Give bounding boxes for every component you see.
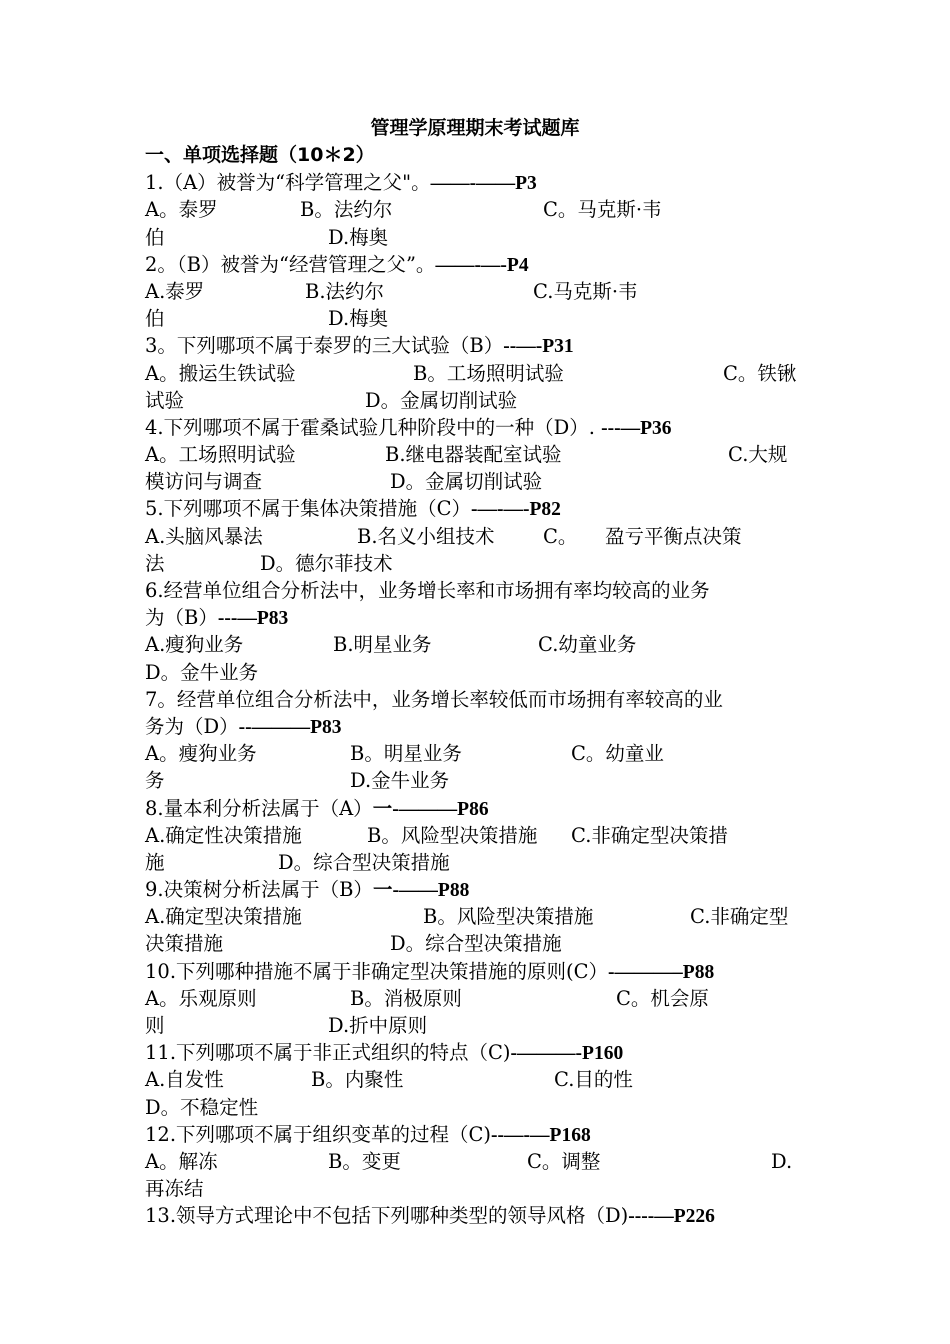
page-reference: 一-——P88: [372, 880, 470, 902]
question-7-options-cont: [145, 767, 810, 794]
question-7-stem-cont: [145, 713, 810, 740]
question-stem: 3。下列哪项不属于泰罗的三大试验（B）: [145, 334, 504, 358]
question-9-options-cont: [145, 930, 810, 957]
page-reference: -—-—-P82: [471, 499, 561, 521]
question-stem-cont: 为（B）: [145, 606, 218, 630]
option-b: B.名义小组技术: [357, 524, 495, 548]
option-d: 再冻结: [145, 1177, 204, 1201]
question-13: [145, 1202, 810, 1229]
option-c-text: 盈亏平衡点决策: [605, 524, 742, 548]
option-b: B。内聚性: [311, 1068, 404, 1092]
option-d: D.梅奥: [328, 225, 389, 249]
option-d: D。金属切削试验: [365, 388, 518, 412]
option-d: D。德尔菲技术: [260, 551, 393, 575]
question-11-options-cont: [145, 1094, 810, 1121]
page-reference: ---—P83: [217, 608, 289, 630]
option-d: D。不稳定性: [145, 1095, 259, 1119]
question-7-options: [145, 740, 810, 767]
question-stem: 4.下列哪项不属于霍桑试验几种阶段中的一种（D）.: [145, 415, 602, 439]
question-11-options: [145, 1066, 810, 1093]
question-1-options-cont: [145, 224, 810, 251]
question-stem: 7。经营单位组合分析法中，业务增长率较低而市场拥有率较高的业: [145, 687, 723, 711]
page-reference: --—-P31: [503, 336, 574, 358]
option-c: C.幼童业务: [538, 633, 637, 657]
question-7: [145, 686, 810, 713]
option-a: A。工场照明试验: [145, 443, 296, 467]
page-reference: ——-——P3: [430, 173, 537, 195]
option-d: D。金牛业务: [145, 660, 259, 684]
question-12-options-cont: [145, 1175, 810, 1202]
option-d: D。综合型决策措施: [278, 850, 450, 874]
question-2-options-cont: [145, 305, 810, 332]
question-8-options: [145, 822, 810, 849]
option-b: B。消极原则: [350, 986, 462, 1010]
question-5-options: [145, 523, 810, 550]
option-c: C.非确定型决策措: [571, 823, 728, 847]
question-6-stem-cont: [145, 604, 810, 631]
question-stem-cont: 务为（D）: [145, 714, 239, 738]
question-list: [145, 142, 810, 1230]
question-12-options: [145, 1148, 810, 1175]
option-d: D。金属切削试验: [390, 470, 543, 494]
option-a: A.头脑风暴法: [145, 524, 263, 548]
question-4: [145, 414, 810, 441]
option-b: B。明星业务: [350, 742, 462, 766]
question-2-options: [145, 278, 810, 305]
option-c: C.马克斯·韦: [533, 279, 638, 303]
question-3-options-cont: [145, 387, 810, 414]
question-4-options-cont: [145, 468, 810, 495]
page-reference: --———P83: [238, 716, 342, 738]
option-b: B.明星业务: [333, 633, 432, 657]
question-stem: 13.领导方式理论中不包括下列哪种类型的领导风格（D): [145, 1204, 629, 1228]
page-reference: 一-———P86: [372, 798, 489, 820]
option-c: C。铁锹: [723, 361, 797, 385]
option-b: B.继电器装配室试验: [385, 443, 562, 467]
option-c: C。: [543, 524, 578, 548]
question-5: [145, 495, 810, 522]
section-heading: 一、单项选择题（10＊2）: [145, 144, 375, 166]
page-reference: ——-—-P4: [435, 254, 529, 276]
option-c-cont: 模访问与调查: [145, 470, 263, 494]
option-c: C。马克斯·韦: [543, 198, 662, 222]
page-reference: -———–P88: [608, 961, 715, 983]
question-2: [145, 251, 810, 278]
document-title: 管理学原理期末考试题库: [370, 117, 580, 139]
option-a: A。泰罗: [145, 198, 218, 222]
option-c-cont: 伯: [145, 307, 165, 331]
question-9: [145, 876, 810, 903]
option-b: B。法约尔: [300, 198, 393, 222]
option-b: B。工场照明试验: [413, 361, 564, 385]
question-4-options: [145, 441, 810, 468]
option-a: A.瘦狗业务: [145, 633, 244, 657]
question-1: [145, 169, 810, 196]
option-c: C.非确定型: [690, 905, 789, 929]
page-reference: -———-P160: [510, 1043, 624, 1065]
option-c-cont: 务: [145, 769, 165, 793]
option-c-cont: 决策措施: [145, 932, 224, 956]
question-11: [145, 1039, 810, 1066]
option-a: A.泰罗: [145, 279, 205, 303]
option-d-letter: D.: [771, 1149, 793, 1173]
question-6-options-cont: [145, 659, 810, 686]
option-d: D.金牛业务: [350, 769, 450, 793]
page-reference: ----—P226: [628, 1206, 715, 1228]
option-c-cont: 施: [145, 850, 165, 874]
question-12: [145, 1121, 810, 1148]
question-stem: 2。（B）被誉为“经营管理之父”。: [145, 252, 436, 276]
question-1-options: [145, 196, 810, 223]
question-6: [145, 577, 810, 604]
page-reference: --—-—P168: [491, 1124, 591, 1146]
question-3: [145, 332, 810, 359]
option-b: B.法约尔: [305, 279, 385, 303]
option-c-cont: 伯: [145, 225, 165, 249]
question-8: [145, 795, 810, 822]
question-stem: 9.决策树分析法属于（B）: [145, 878, 373, 902]
option-b: B。变更: [328, 1149, 401, 1173]
option-c: C。机会原: [616, 986, 709, 1010]
option-a: A。解冻: [145, 1149, 218, 1173]
option-c-cont: 则: [145, 1014, 165, 1037]
option-b: B。风险型决策措施: [423, 905, 594, 929]
option-a: A。搬运生铁试验: [145, 361, 296, 385]
option-a: A。瘦狗业务: [145, 742, 257, 766]
option-a: A.确定型决策措施: [145, 905, 302, 929]
question-10: [145, 958, 810, 985]
question-10-options-cont: [145, 1012, 810, 1039]
question-5-options-cont: [145, 550, 810, 577]
question-stem: 6.经营单位组合分析法中，业务增长率和市场拥有率均较高的业务: [145, 579, 710, 602]
question-10-options: [145, 985, 810, 1012]
question-stem: 5.下列哪项不属于集体决策措施（C）: [145, 497, 472, 521]
question-stem: 1.（A）被誉为“科学管理之父"。: [145, 171, 431, 195]
option-a: A.确定性决策措施: [145, 823, 302, 847]
question-stem: 11.下列哪项不属于非正式组织的特点（C): [145, 1041, 511, 1065]
option-c: C。调整: [527, 1149, 601, 1173]
page-reference: ---—P36: [601, 417, 672, 439]
option-c: C.目的性: [554, 1068, 633, 1092]
question-stem: 8.量本利分析法属于（A）: [145, 796, 373, 820]
option-c: C.大规: [728, 443, 788, 467]
option-d: D。综合型决策措施: [390, 932, 562, 956]
option-d: D.梅奥: [328, 307, 389, 331]
question-stem: 12.下列哪项不属于组织变革的过程（C): [145, 1122, 492, 1146]
option-a: A.自发性: [145, 1068, 224, 1092]
question-stem: 10.下列哪种措施不属于非确定型决策措施的原则(C）: [145, 959, 609, 983]
option-c-cont: 试验: [145, 388, 185, 412]
question-9-options: [145, 903, 810, 930]
question-6-options: [145, 631, 810, 658]
option-c: C。幼童业: [571, 742, 664, 766]
option-c-cont: 法: [145, 551, 165, 575]
question-3-options: [145, 360, 810, 387]
option-a: A。乐观原则: [145, 986, 257, 1010]
option-b: B。风险型决策措施: [367, 823, 538, 847]
question-8-options-cont: [145, 849, 810, 876]
option-d: D.折中原则: [328, 1014, 428, 1037]
